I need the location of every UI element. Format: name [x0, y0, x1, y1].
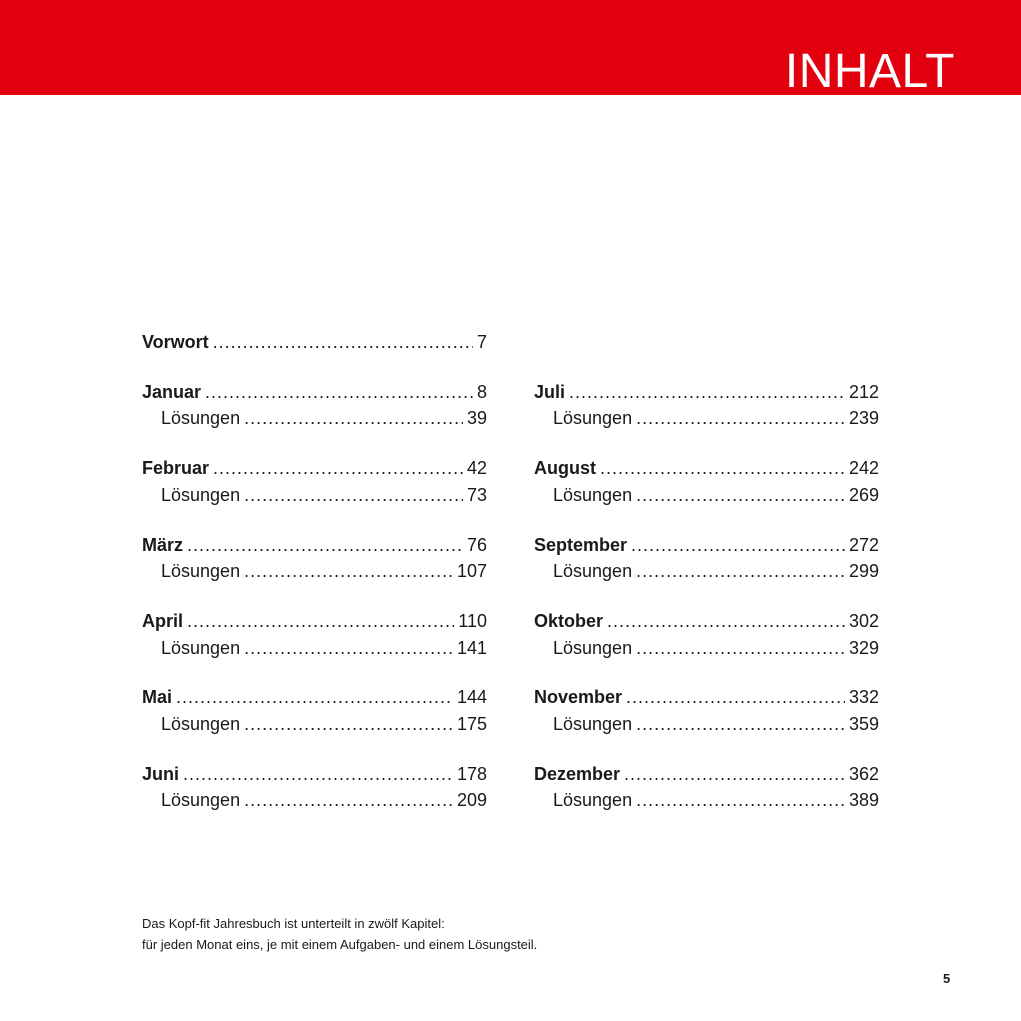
- toc-entry-label: Januar: [142, 382, 202, 402]
- dot-leader: [624, 762, 845, 786]
- toc-entry-label: Lösungen: [553, 485, 633, 505]
- toc-entry-preface[interactable]: [142, 330, 487, 354]
- toc-entry-label: Juni: [142, 764, 180, 784]
- dot-leader: [636, 483, 845, 507]
- toc-entry-april-solutions[interactable]: [161, 636, 487, 660]
- toc-entry-september-solutions[interactable]: [553, 559, 879, 583]
- toc-entry-label: Lösungen: [161, 561, 241, 581]
- dot-leader: [244, 559, 453, 583]
- toc-entry-page: 359: [848, 714, 879, 734]
- toc-entry-oktober-solutions[interactable]: [553, 636, 879, 660]
- toc-entry-label: August: [534, 458, 596, 478]
- toc-entry-label: Vorwort: [142, 332, 209, 352]
- toc-entry-page: 362: [848, 764, 879, 784]
- toc-entry-juni-solutions[interactable]: [161, 788, 487, 812]
- dot-leader: [183, 762, 453, 786]
- dot-leader: [244, 636, 453, 660]
- toc-entry-label: April: [142, 611, 184, 631]
- toc-entry-page: 332: [848, 687, 879, 707]
- toc-entry-page: 242: [848, 458, 879, 478]
- toc-entry-label: Oktober: [534, 611, 604, 631]
- toc-entry-page: 8: [476, 382, 487, 402]
- toc-entry-august-solutions[interactable]: [553, 483, 879, 507]
- toc-entry-juni[interactable]: [142, 762, 487, 786]
- toc-entry-juli-solutions[interactable]: [553, 406, 879, 430]
- toc-entry-label: Lösungen: [553, 638, 633, 658]
- toc-entry-page: 42: [466, 458, 487, 478]
- toc-entry-november-solutions[interactable]: [553, 712, 879, 736]
- dot-leader: [636, 406, 845, 430]
- dot-leader: [569, 380, 845, 404]
- toc-entry-dezember-solutions[interactable]: [553, 788, 879, 812]
- dot-leader: [213, 330, 473, 354]
- footnote-line-1: Das Kopf-fit Jahresbuch ist unterteilt in zwölf Kapitel:: [142, 916, 445, 931]
- toc-entry-page: 175: [456, 714, 487, 734]
- toc-entry-page: 107: [456, 561, 487, 581]
- toc-entry-page: 76: [466, 535, 487, 555]
- toc-entry-label: Lösungen: [553, 408, 633, 428]
- dot-leader: [636, 636, 845, 660]
- toc-entry-page: 144: [456, 687, 487, 707]
- toc-entry-page: 299: [848, 561, 879, 581]
- toc-entry-page: 389: [848, 790, 879, 810]
- toc-entry-august[interactable]: [534, 456, 879, 480]
- dot-leader: [607, 609, 845, 633]
- toc-entry-label: Lösungen: [161, 638, 241, 658]
- toc-entry-februar-solutions[interactable]: [161, 483, 487, 507]
- toc-entry-page: 178: [456, 764, 487, 784]
- dot-leader: [600, 456, 845, 480]
- toc-entry-label: Lösungen: [161, 714, 241, 734]
- toc-entry-mai-solutions[interactable]: [161, 712, 487, 736]
- toc-entry-label: November: [534, 687, 623, 707]
- toc-entry-page: 239: [848, 408, 879, 428]
- toc-entry-mai[interactable]: [142, 685, 487, 709]
- page-number: 5: [943, 971, 951, 986]
- dot-leader: [205, 380, 473, 404]
- toc-entry-page: 110: [458, 611, 487, 631]
- toc-entry-page: 212: [848, 382, 879, 402]
- toc-entry-page: 269: [848, 485, 879, 505]
- dot-leader: [636, 788, 845, 812]
- dot-leader: [636, 559, 845, 583]
- toc-entry-page: 73: [466, 485, 487, 505]
- dot-leader: [626, 685, 845, 709]
- dot-leader: [631, 533, 845, 557]
- toc-entry-label: Lösungen: [553, 561, 633, 581]
- toc-entry-page: 302: [848, 611, 879, 631]
- page-title: INHALT: [784, 45, 955, 98]
- toc-entry-label: Lösungen: [553, 790, 633, 810]
- toc-entry-page: 272: [848, 535, 879, 555]
- toc-entry-page: 209: [456, 790, 487, 810]
- toc-entry-label: September: [534, 535, 628, 555]
- dot-leader: [244, 712, 453, 736]
- toc-entry-label: Dezember: [534, 764, 621, 784]
- toc-entry-april[interactable]: [142, 609, 487, 633]
- toc-entry-label: Mai: [142, 687, 173, 707]
- toc-entry-page: 39: [466, 408, 487, 428]
- toc-entry-maerz-solutions[interactable]: [161, 559, 487, 583]
- toc-entry-dezember[interactable]: [534, 762, 879, 786]
- toc-entry-februar[interactable]: [142, 456, 487, 480]
- toc-entry-oktober[interactable]: [534, 609, 879, 633]
- dot-leader: [176, 685, 453, 709]
- dot-leader: [636, 712, 845, 736]
- toc-entry-label: Lösungen: [161, 485, 241, 505]
- dot-leader: [187, 609, 454, 633]
- toc-entry-maerz[interactable]: [142, 533, 487, 557]
- toc-entry-januar-solutions[interactable]: [161, 406, 487, 430]
- dot-leader: [213, 456, 463, 480]
- toc-entry-label: Lösungen: [161, 408, 241, 428]
- toc-entry-label: März: [142, 535, 184, 555]
- dot-leader: [244, 788, 453, 812]
- toc-entry-september[interactable]: [534, 533, 879, 557]
- toc-entry-page: 141: [456, 638, 487, 658]
- toc-entry-juli[interactable]: [534, 380, 879, 404]
- toc-entry-label: Juli: [534, 382, 566, 402]
- toc-entry-page: 329: [848, 638, 879, 658]
- toc-entry-label: Lösungen: [553, 714, 633, 734]
- dot-leader: [244, 483, 463, 507]
- toc-entry-label: Lösungen: [161, 790, 241, 810]
- toc-entry-label: Februar: [142, 458, 210, 478]
- dot-leader: [244, 406, 463, 430]
- footnote-line-2: für jeden Monat eins, je mit einem Aufgaben- und einem Lösungsteil.: [142, 937, 538, 952]
- toc-entry-januar[interactable]: [142, 380, 487, 404]
- toc-entry-november[interactable]: [534, 685, 879, 709]
- toc-entry-page: 7: [476, 332, 487, 352]
- dot-leader: [187, 533, 463, 557]
